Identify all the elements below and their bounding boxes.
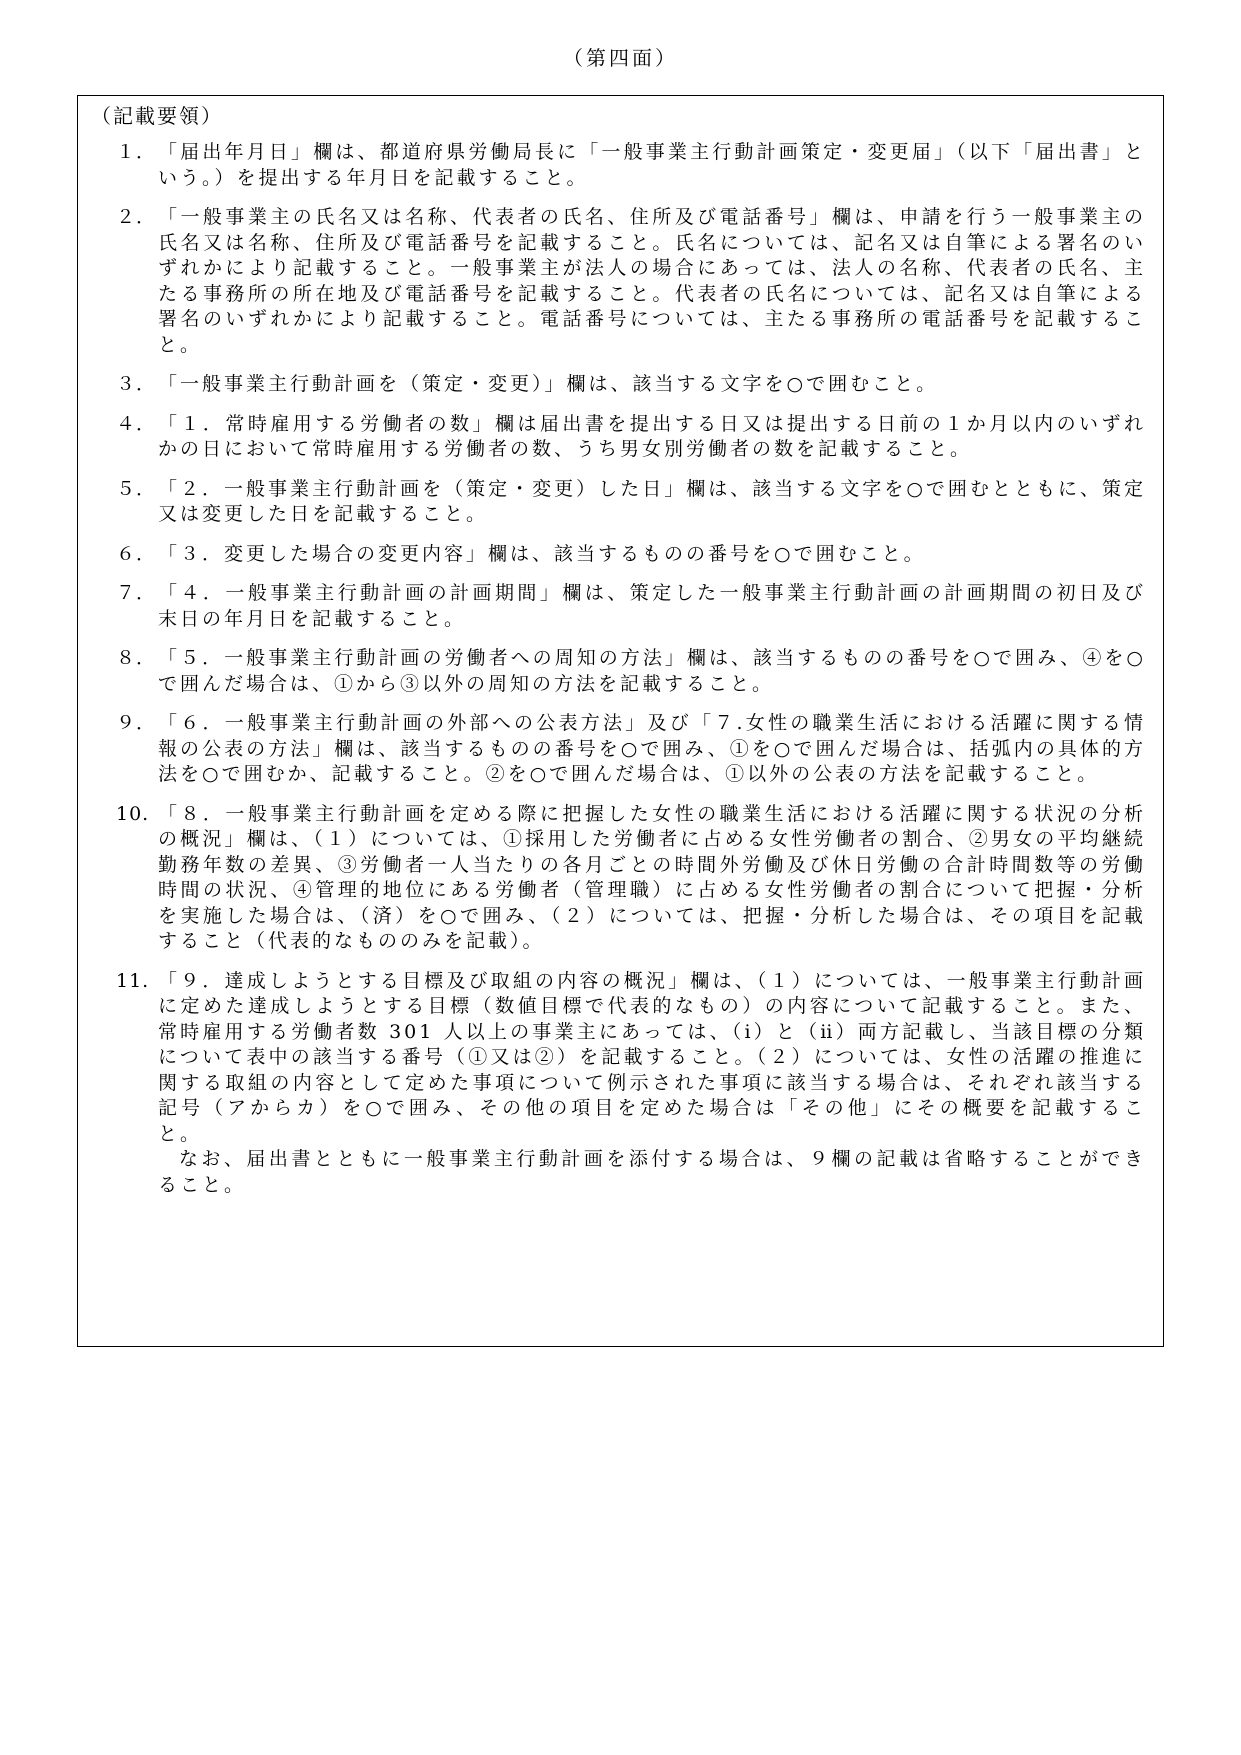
instruction-item-8 — [116, 646, 1146, 697]
instruction-list — [116, 140, 1146, 1212]
item-number: ３． — [116, 373, 157, 395]
item-text: 「３．変更した場合の変更内容」欄は、該当するものの番号を○で囲むこと。 — [158, 542, 926, 565]
page-title: （第四面） — [563, 46, 678, 70]
item-body — [158, 969, 1146, 1199]
instruction-item-1 — [116, 140, 1146, 191]
instruction-item-10 — [116, 802, 1146, 955]
item-note: なお、届出書とともに一般事業主行動計画を添付する場合は、９欄の記載は省略することができること。 — [158, 1148, 1146, 1196]
item-number: ８． — [116, 647, 157, 669]
instruction-item-6 — [116, 542, 1146, 568]
instruction-item-4 — [116, 412, 1146, 463]
instruction-item-9 — [116, 711, 1146, 788]
item-text: 「５．一般事業主行動計画の労働者への周知の方法」欄は、該当するものの番号を○で囲み、④を○で囲んだ場合は、①から③以外の周知の方法を記載すること。 — [158, 647, 1146, 695]
item-number: ２． — [116, 206, 157, 228]
section-heading: （記載要領） — [91, 104, 223, 128]
item-text: 「９．達成しようとする目標及び取組の内容の概況」欄は、（１）については、一般事業主行動計画に定めた達成しようとする目標（数値目標で代表的なもの）の内容について記載すること。また、常時雇用する労働者数 301 人以上の事業主にあっては、（ⅰ）と（ⅱ）両方記載し、当該目標の分類について表中の該当する番号（①又は②）を記載すること。（２）については、女性の活躍の推進に関する取組の内容として定めた事項について例示された事項に該当する場合は、それぞれ該当する記号（アからカ）を○で囲み、その他の項目を定めた場合は「その他」にその概要を記載すること。 — [158, 969, 1146, 1145]
item-text: 「届出年月日」欄は、都道府県労働局長に「一般事業主行動計画策定・変更届」（以下「届出書」という。）を提出する年月日を記載すること。 — [158, 141, 1146, 189]
item-number: 10. — [116, 802, 150, 825]
instruction-item-3 — [116, 372, 1146, 398]
item-number: ７． — [116, 582, 157, 604]
item-text: 「４．一般事業主行動計画の計画期間」欄は、策定した一般事業主行動計画の計画期間の初日及び末日の年月日を記載すること。 — [158, 582, 1146, 630]
item-text: 「８．一般事業主行動計画を定める際に把握した女性の職業生活における活躍に関する状況の分析の概況」欄は、（１）については、①採用した労働者に占める女性労働者の割合、②男女の平均継続勤務年数の差異、③労働者一人当たりの各月ごとの時間外労働及び休日労働の合計時間数等の労働時間の状況、④管理的地位にある労働者（管理職）に占める女性労働者の割合について把握・分析を実施した場合は、（済）を○で囲み、（２）については、把握・分析した場合は、その項目を記載すること（代表的なもののみを記載）。 — [158, 802, 1146, 952]
item-text: 「一般事業主行動計画を（策定・変更）」欄は、該当する文字を○で囲むこと。 — [158, 373, 939, 395]
item-text: 「１．常時雇用する労働者の数」欄は届出書を提出する日又は提出する日前の１か月以内のいずれかの日において常時雇用する労働者の数、うち男女別労働者の数を記載すること。 — [158, 412, 1146, 460]
item-text: 「一般事業主の氏名又は名称、代表者の氏名、住所及び電話番号」欄は、申請を行う一般事業主の氏名又は名称、住所及び電話番号を記載すること。氏名については、記名又は自筆による署名のいずれかにより記載すること。一般事業主が法人の場合にあっては、法人の名称、代表者の氏名、主たる事務所の所在地及び電話番号を記載すること。代表者の氏名については、記名又は自筆による署名のいずれかにより記載すること。電話番号については、主たる事務所の電話番号を記載すること。 — [158, 206, 1146, 356]
item-number: 11. — [116, 969, 150, 992]
instruction-item-2 — [116, 205, 1146, 358]
item-text: 「６．一般事業主行動計画の外部への公表方法」及び「７.女性の職業生活における活躍に関する情報の公表の方法」欄は、該当するものの番号を○で囲み、①を○で囲んだ場合は、括弧内の具体的方法を○で囲むか、記載すること。②を○で囲んだ場合は、①以外の公表の方法を記載すること。 — [158, 712, 1146, 785]
item-number: ４． — [116, 412, 157, 435]
item-text: 「２．一般事業主行動計画を（策定・変更）した日」欄は、該当する文字を○で囲むとともに、策定又は変更した日を記載すること。 — [158, 477, 1146, 525]
instruction-item-11 — [116, 969, 1146, 1199]
instruction-item-5 — [116, 477, 1146, 528]
instructions-box — [77, 95, 1164, 1347]
item-number: １． — [116, 141, 157, 163]
instruction-item-7 — [116, 581, 1146, 632]
item-number: ９． — [116, 712, 157, 734]
item-number: ５． — [116, 477, 157, 500]
item-number: ６． — [116, 542, 157, 565]
